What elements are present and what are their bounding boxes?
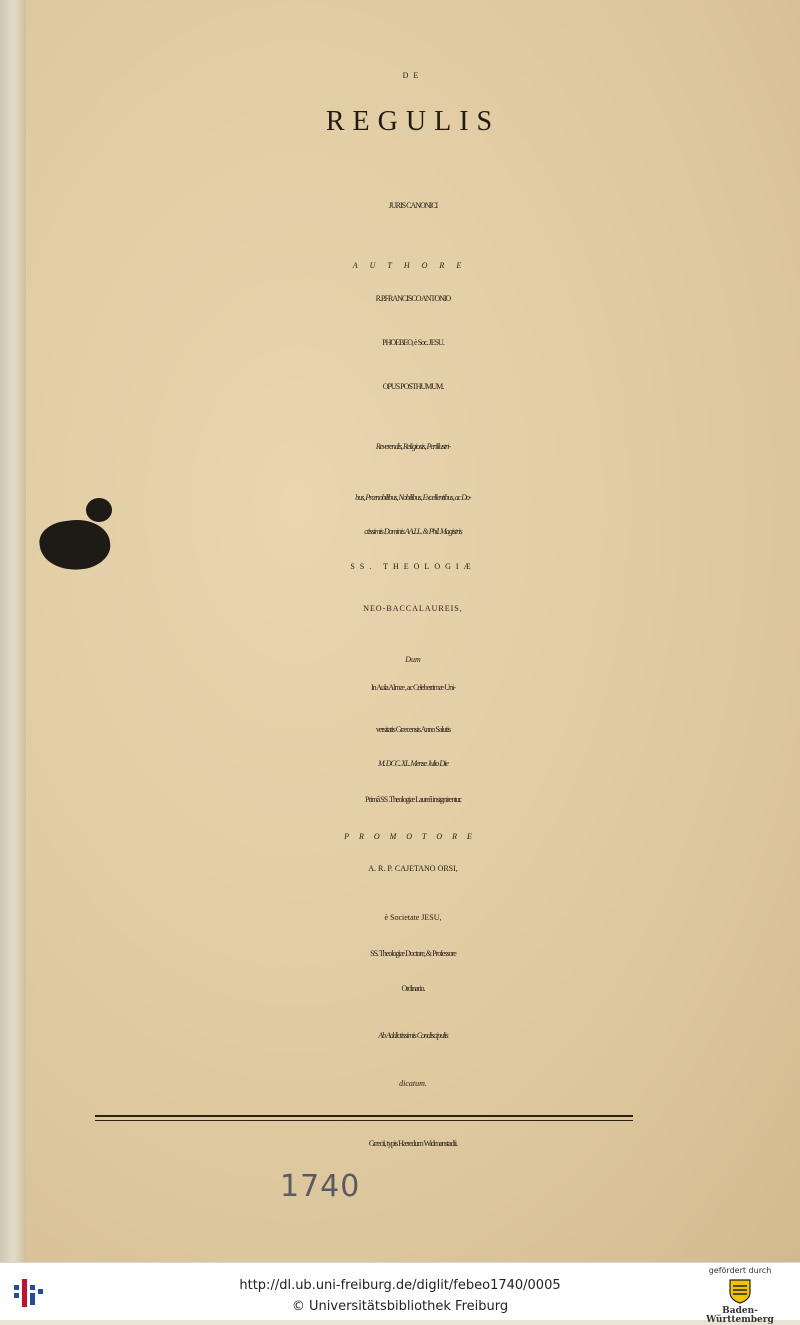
ordinario-line: Ordinario. (401, 984, 425, 993)
imprint-line: Græcii, typis Hæredum Widmanstadii. (368, 1139, 458, 1148)
ab-addictissimis: Ab Addictissimis Condiscipulis (378, 1031, 448, 1040)
promoter-name: A. R. P. CAJETANO ORSI, (368, 864, 458, 873)
doctore-line: SS. Theologiæ Doctore, & Professore (370, 949, 456, 958)
permalink-url[interactable]: http://dl.ub.uni-freiburg.de/diglit/febeo1740/0005 (239, 1278, 561, 1293)
dum-label: Dum (405, 655, 421, 664)
neo-baccalaureis: NEO-BACCALAUREIS, (363, 604, 463, 613)
rule-top (95, 1115, 633, 1117)
heading-de: DE (402, 71, 424, 80)
title-page (26, 0, 800, 1262)
dedication-line-2: bus, Prænobilibus, Nobilibus, Excellentibus, ac Do- (355, 493, 471, 502)
funder-label: gefördert durch (708, 1266, 772, 1275)
aula-line-2: versitatis Græcensis Anno Salutis (375, 725, 451, 734)
aula-line-1: In Aula Almæ , ac Celeberrimæ Uni- (371, 683, 455, 692)
societate-line: è Societate JESU, (384, 913, 442, 922)
funder-block (690, 1265, 790, 1325)
funder-name: Baden-Württemberg (706, 1306, 774, 1325)
author-name: R.P.FRANCISCO ANTONIO (375, 294, 451, 303)
dedication-line-1: Reverendis, Religiosis, Perillustri- (375, 442, 451, 451)
handwritten-shelfmark: 1740 (280, 1169, 361, 1204)
authore-label: AUTHORE (352, 261, 474, 270)
heading-regulis: REGULIS (325, 106, 501, 137)
author-order: PHOEBEO, è Soc. JESU. (382, 338, 444, 347)
ss-theologiae: SS. THEOLOGIÆ (350, 562, 476, 571)
rule-bottom (95, 1120, 633, 1121)
dedication-line-3: ctissimis Dominis AA.LL. & Phil. Magistris (364, 527, 462, 536)
dicatum-line: dicatum. (399, 1079, 427, 1088)
prima-line: Primâ SS .Theologiæ Laureâ insignirentur. (365, 795, 461, 804)
opus-posthumum: OPUS POSTHUMUM. (382, 382, 444, 391)
date-line: M. DCC. XL. Mense Julio Die (378, 759, 448, 768)
footer-bar (0, 1262, 800, 1325)
promotore-label: PROMOTORE (344, 832, 482, 841)
copyright-notice: © Universitätsbibliothek Freiburg (291, 1299, 509, 1314)
coat-of-arms-icon (728, 1278, 752, 1304)
heading-juris: JURIS CANONICI (388, 201, 438, 210)
